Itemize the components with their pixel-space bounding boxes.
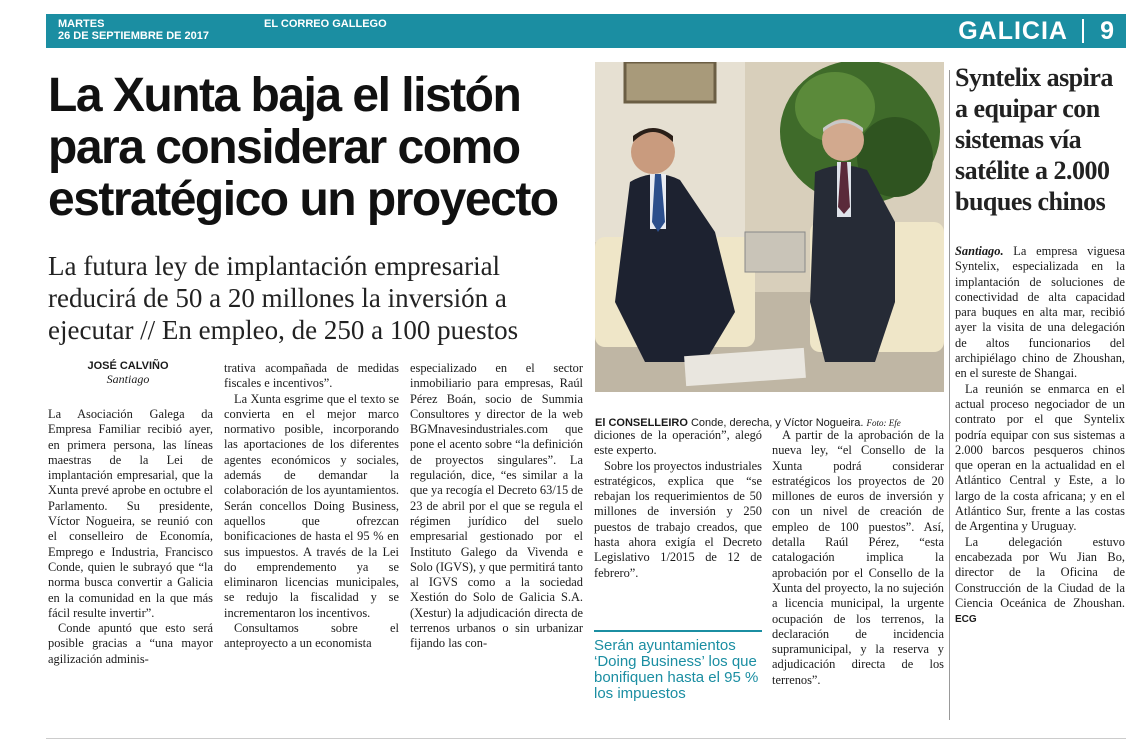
article-photo [595,62,944,392]
paragraph: Consultamos sobre el anteproyecto a un economista [224,621,399,651]
section-separator [1082,19,1084,43]
article-column-3 [410,361,583,652]
page-bottom-rule [46,738,1126,739]
author-location: Santiago [106,372,150,386]
article-column-4 [594,428,762,581]
article-column-2 [224,361,399,652]
newspaper-name: EL CORREO GALLEGO [264,18,387,30]
article-headline: La Xunta baja el listón para considerar como estratégico un proyecto [48,69,558,226]
paragraph: Santiago. La empresa viguesa Syntelix, especializada en la implantación de soluciones de conectividad de alta capacidad para buques en alta mar, recibió ayer la visita de una delegación de altos funcionarios del archipiélago chino de Zhoushan, en el sureste de Shangai. [955,244,1125,381]
section-name: GALICIA [958,17,1068,45]
masthead-bar [46,14,1126,48]
paragraph: Conde apuntó que esto será posible gracias a “una mayor agilización adminis- [48,621,213,666]
paragraph: Sobre los proyectos industriales estratégicos, explica que “se rebajan los requerimientos de 50 millones de inversión y 250 puestos de trabajo creados, que hasta ahora exigía el Decreto Legislativo 1/2015 de 12 de febrero”. [594,458,762,580]
paragraph: La reunión se enmarca en el actual proceso negociador de un contrato por el que Syntelix podría equipar con sus sistemas a 2.000 barcos pesqueros chinos que operan en la actualidad en el Atlántico Central y Este, a lo largo de la costa africana; y en el Atlántico Sur, frente a las costas de Argentina y Uruguay. [955,381,1125,534]
sidebar-signoff: ECG [955,614,977,626]
author-name: JOSÉ CALVIÑO [87,360,169,372]
sidebar-dateline: Santiago. [955,244,1004,258]
paragraph: especializado en el sector inmobiliario para empresas, Raúl Pérez Boán, socio de Summia Consultores y director de la web BGMnavesindustriales.com que pone el acento sobre “la definición de proyectos singulares”. La regulación, dice, “es similar a la que ya recogía el Decreto 63/15 de 23 de abril por el que se regula el régimen jurídico del suelo empresarial gestionado por el Instituto Galego da Vivenda e Solo (IGVS), y que permitirá tanto al IGVS como a la sociedad Xestión do Solo de Galicia S.A. (Xestur) la adjudicación directa de terrenos urbanos o sin urbanizar fijando las con- [410,361,583,651]
article-column-1 [48,407,213,667]
paragraph: La Xunta esgrime que el texto se convierta en el mejor marco normativo posible, incorporando las aportaciones de los diferentes agentes económicos y sociales, además de demandar la colaboración de los ayuntamientos. Serán concellos Doing Business, aquellos que ofrezcan bonificaciones de hasta el 95 % en sus impuestos. A través de la Lei do emprendemento ya se eliminaron licencias municipales, se redujo la fiscalidad y se incrementaron los incentivos. [224,391,399,620]
masthead-date: MARTES 26 DE SEPTIEMBRE DE 2017 [58,18,210,42]
column-divider [949,70,950,720]
paragraph: A partir de la aprobación de la nueva ley, “el Consello de la Xunta podrá considerar estratégicos los proyectos de 20 millones de euros de inversión y con un nivel de creación de empleo de 100 puestos”. Así, detalla Raúl Pérez, “esta catalogación implica la aprobación por el Consello de la Xunta del proyecto, la no sujeción a licencia municipal, la urgente ocupación de los terrenos, la declaración de incidencia supramunicipal, y la reserva y adjudicación directa de los terrenos”. [772,428,944,687]
article-column-5 [772,428,944,688]
article-subhead: La futura ley de implantación empresarial reducirá de 50 a 20 millones la inversión a ejecutar // En empleo, de 250 a 100 puestos [48,251,519,345]
photo-caption [595,417,944,429]
caption-lead: El CONSELLEIRO [595,417,688,429]
sidebar-headline: Syntelix aspira a equipar con sistemas vía satélite a 2.000 buques chinos [955,63,1113,216]
paragraph: trativa acompañada de medidas fiscales e incentivos”. [224,361,399,391]
paragraph: La Asociación Galega da Empresa Familiar recibió ayer, en primera persona, las líneas maestras de la Lei de implantación empresarial, que la Xunta prevé aprobe en octubre el Parlamento. Su presidente, Víctor Nogueira, se reunió con el conselleiro de Economía, Emprego e Industria, Francisco Conde, quien le subrayó que “la norma busca convertir a Galicia en la comunidad en la que más fácil resulte invertir”. [48,407,213,620]
photo-credit: Foto: Efe [866,418,901,428]
byline [48,360,208,387]
caption-text: Conde, derecha, y Víctor Nogueira. [687,417,867,429]
pull-quote: Serán ayuntamientos ‘Doing Business’ los que bonifiquen hasta el 95 % los impuestos [594,630,762,702]
photo-illustration [595,62,944,392]
paragraph: diciones de la operación”, alegó este experto. [594,428,762,458]
sidebar-column [955,244,1125,627]
paragraph: La delegación estuvo encabezada por Wu Jian Bo, director de la Oficina de Construcción de la Ciudad de la Ciencia Oceánica de Zhoushan. ECG [955,534,1125,626]
page-number: 9 [1100,17,1114,45]
